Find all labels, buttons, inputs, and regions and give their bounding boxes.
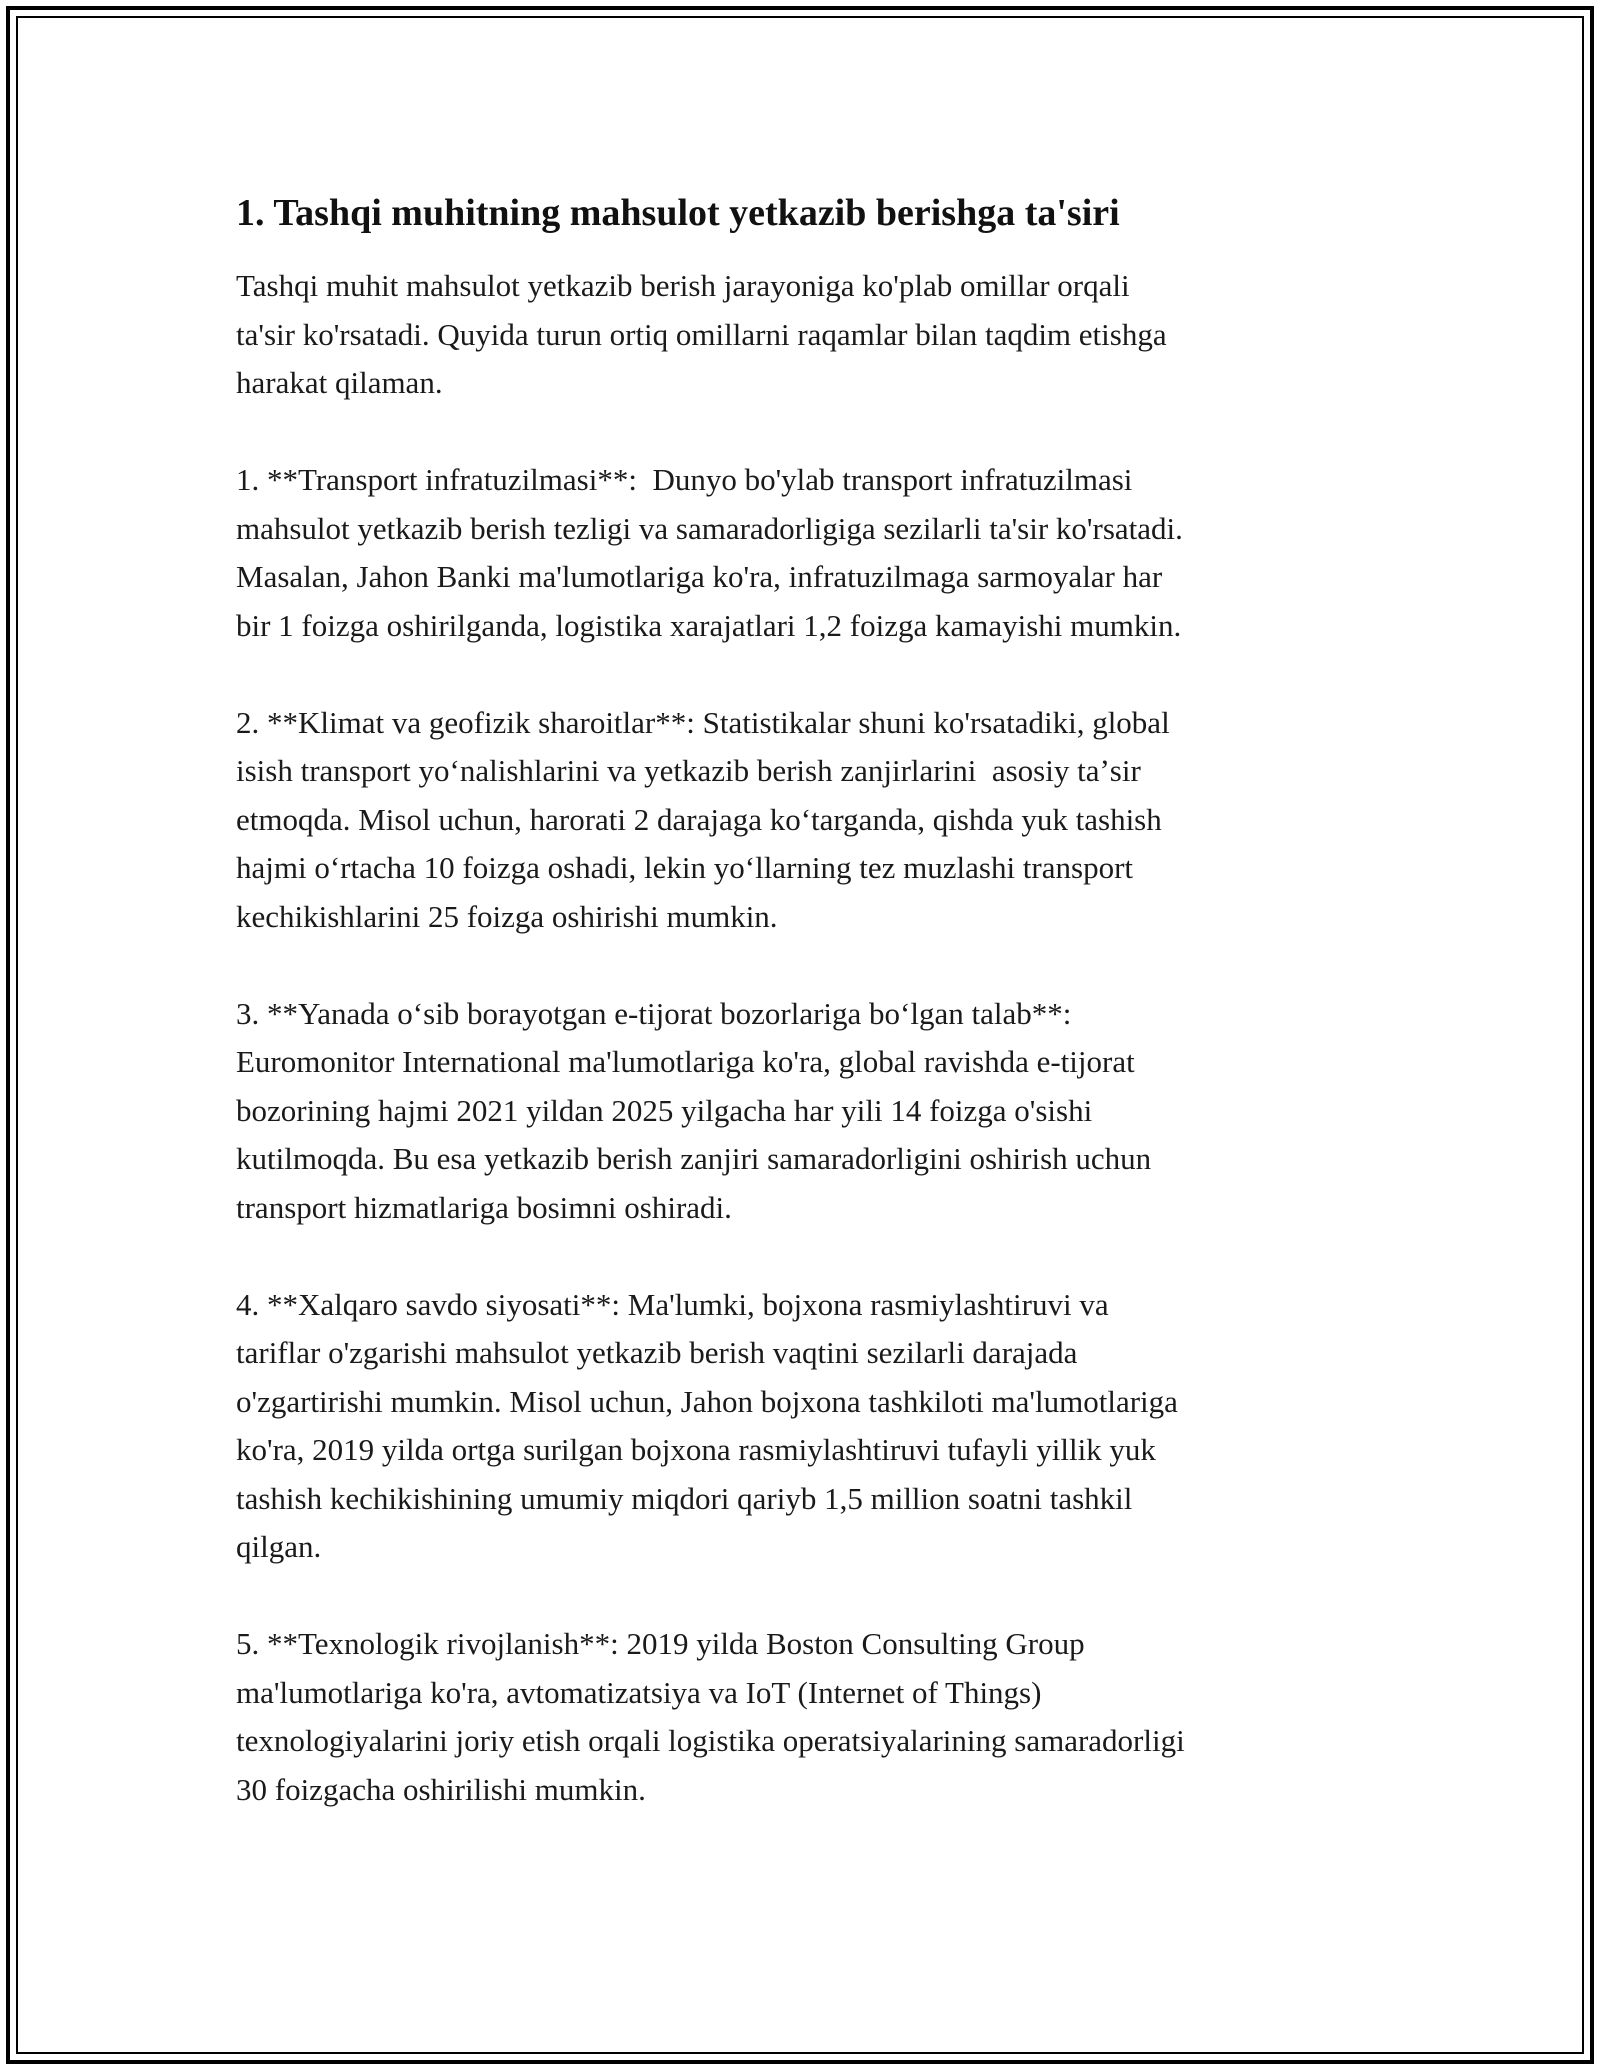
list-item-technology: 5. **Texnologik rivojlanish**: 2019 yilda Boston Consulting Group ma'lumotlariga ko'ra, avtomatizatsiya va IoT (Internet of Things) texnologiyalarini joriy etish orqali logistika operatsiyalarining samaradorligi 30 foizgacha oshirilishi mumkin.	[236, 1626, 1185, 1807]
paragraph-spacer	[236, 1572, 1376, 1621]
document-body	[236, 188, 1376, 1814]
list-item-transport: 1. **Transport infratuzilmasi**: Dunyo bo'ylab transport infratuzilmasi mahsulot yetkazib berish tezligi va samaradorligiga sezilarli ta'sir ko'rsatadi. Masalan, Jahon Banki ma'lumotlariga ko'ra, infratuzilmaga sarmoyalar har bir 1 foizga oshirilganda, logistika xarajatlari 1,2 foizga kamayishi mumkin.	[236, 462, 1183, 643]
paragraph-spacer	[236, 941, 1376, 990]
paragraph-spacer	[236, 650, 1376, 699]
paragraph-spacer	[236, 408, 1376, 457]
paragraph-spacer	[236, 1232, 1376, 1281]
list-item-climate: 2. **Klimat va geofizik sharoitlar**: Statistikalar shuni ko'rsatadiki, global isish transport yoʻnalishlarini va yetkazib berish zanjirlarini asosiy taʼsir etmoqda. Misol uchun, harorati 2 darajaga koʻtarganda, qishda yuk tashish hajmi oʻrtacha 10 foizga oshadi, lekin yoʻllarning tez muzlashi transport kechikishlarini 25 foizga oshirishi mumkin.	[236, 704, 1170, 934]
list-item-ecommerce: 3. **Yanada oʻsib borayotgan e-tijorat bozorlariga boʻlgan talab**: Euromonitor International ma'lumotlariga ko'ra, global ravishda e-tijorat bozorining hajmi 2021 yildan 2025 yilgacha har yili 14 foizga o'sishi kutilmoqda. Bu esa yetkazib berish zanjiri samaradorligini oshirish uchun transport hizmatlariga bosimni oshiradi.	[236, 995, 1152, 1225]
document-title: 1. Tashqi muhitning mahsulot yetkazib berishga ta'siri	[236, 192, 1120, 234]
intro-paragraph: Tashqi muhit mahsulot yetkazib berish jarayoniga ko'plab omillar orqali ta'sir ko'rsatadi. Quyida turun ortiq omillarni raqamlar bilan taqdim etishga harakat qilaman.	[236, 268, 1167, 400]
list-item-trade-policy: 4. **Xalqaro savdo siyosati**: Ma'lumki, bojxona rasmiylashtiruvi va tariflar o'zgarishi mahsulot yetkazib berish vaqtini sezilarli darajada o'zgartirishi mumkin. Misol uchun, Jahon bojxona tashkiloti ma'lumotlariga ko'ra, 2019 yilda ortga surilgan bojxona rasmiylashtiruvi tufayli yillik yuk tashish kechikishining umumiy miqdori qariyb 1,5 million soatni tashkil qilgan.	[236, 1286, 1178, 1564]
